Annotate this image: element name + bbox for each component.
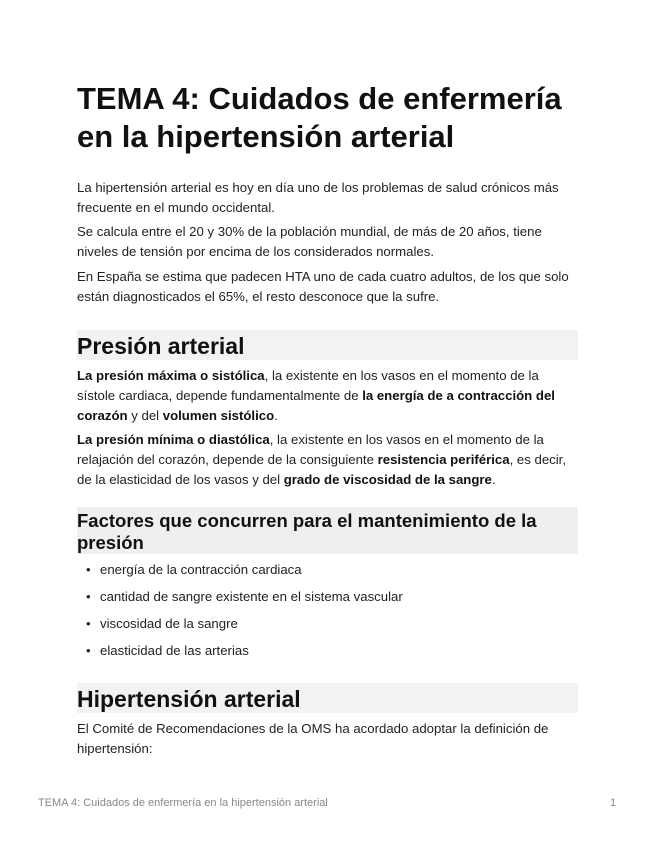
hta-paragraph-1: El Comité de Recomendaciones de la OMS ha acordado adoptar la definición de hipertensión: xyxy=(77,721,549,756)
intro-paragraph-1: La hipertensión arterial es hoy en día uno de los problemas de salud crónicos más frecuente en el mundo occidental. xyxy=(77,180,559,215)
text-run: , la existente en los vasos en el momento de la sístole cardiaca, depende fundamentalmente de xyxy=(77,368,539,403)
text-run: , la existente en los vasos en el momento de la relajación del corazón, depende de la consiguiente xyxy=(77,432,544,467)
list-item: • viscosidad de la sangre xyxy=(77,614,578,634)
text-run: . xyxy=(491,472,496,487)
bold-term: resistencia periférica xyxy=(377,452,510,467)
page-number: 1 xyxy=(610,797,617,809)
bold-term: grado de viscosidad de la sangre xyxy=(283,472,492,487)
intro-paragraph-3: En España se estima que padecen HTA uno de cada cuatro adultos, de los que solo están diagnosticados el 65%, el resto desconoce que la sufre. xyxy=(77,269,569,304)
bold-term: volumen sistólico xyxy=(162,408,275,423)
bold-term: la energía de a contracción del corazón xyxy=(77,388,555,423)
list-item: • energía de la contracción cardiaca xyxy=(77,560,578,580)
section-heading-factores: Factores que concurren para el mantenimiento de la presión xyxy=(77,507,578,554)
footer-title: TEMA 4: Cuidados de enfermería en la hipertensión arterial xyxy=(38,797,328,809)
presion-paragraph-1 xyxy=(77,366,578,426)
factores-list xyxy=(77,560,578,668)
bold-term: La presión máxima o sistólica xyxy=(77,368,265,383)
intro-paragraph-2: Se calcula entre el 20 y 30% de la población mundial, de más de 20 años, tiene niveles de tensión por encima de los considerados normales. xyxy=(77,224,542,259)
list-item: • cantidad de sangre existente en el sistema vascular xyxy=(77,587,578,607)
bold-term: La presión mínima o diastólica xyxy=(77,432,270,447)
presion-paragraph-2 xyxy=(77,430,578,490)
section-heading-presion: Presión arterial xyxy=(77,330,578,360)
text-run: y del xyxy=(127,408,163,423)
section-heading-hta: Hipertensión arterial xyxy=(77,683,578,713)
list-item: • elasticidad de las arterias xyxy=(77,641,578,661)
page-title: TEMA 4: Cuidados de enfermería en la hipertensión arterial xyxy=(77,81,562,154)
text-run: . xyxy=(274,408,278,423)
text-run: , es decir, de la elasticidad de los vasos y del xyxy=(77,452,567,487)
